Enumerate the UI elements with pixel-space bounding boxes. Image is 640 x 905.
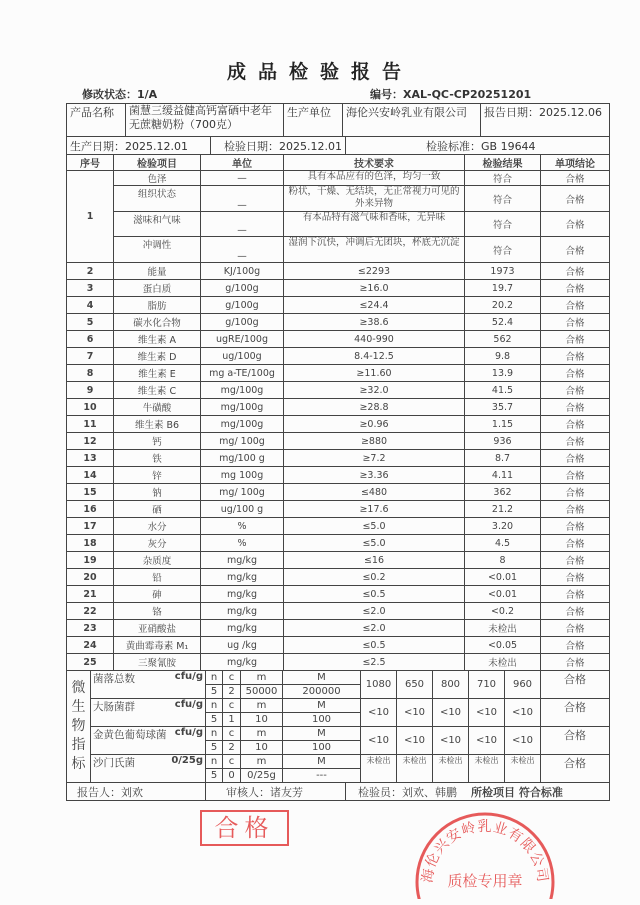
micro-result: 650 xyxy=(397,671,433,699)
item-req: ≤2.0 xyxy=(284,620,465,637)
item-verdict: 合格 xyxy=(541,416,610,433)
micro-verdict: 合格 xyxy=(541,671,610,699)
table-row xyxy=(67,586,610,603)
table-row xyxy=(67,433,610,450)
item-unit: mg/kg xyxy=(201,620,284,637)
micro-result: <10 xyxy=(505,699,541,727)
item-unit: ug/100g xyxy=(201,348,284,365)
plan-header: n xyxy=(206,755,223,769)
row-number: 7 xyxy=(67,348,114,365)
item-name: 三聚氰胺 xyxy=(114,654,201,671)
reporter: 报告人：刘欢 xyxy=(67,783,206,801)
micro-section-label: 微生物指标 xyxy=(67,671,91,783)
item-verdict: 合格 xyxy=(541,399,610,416)
micro-item-unit: 0/25g xyxy=(171,755,203,766)
item-unit: g/100g xyxy=(201,280,284,297)
item-verdict: 合格 xyxy=(541,518,610,535)
item-name: 维生素 D xyxy=(114,348,201,365)
sensory-row xyxy=(67,237,610,263)
micro-result: <10 xyxy=(361,727,397,755)
row-number: 15 xyxy=(67,484,114,501)
maker-label: 生产单位 xyxy=(284,104,343,137)
item-name: 铁 xyxy=(114,450,201,467)
item-unit: mg/100 g xyxy=(201,450,284,467)
micro-item-label: 沙门氏菌 xyxy=(93,757,135,769)
item-verdict: 合格 xyxy=(541,484,610,501)
micro-item-label: 金黄色葡萄球菌 xyxy=(93,729,167,741)
item-req: ≤16 xyxy=(284,552,465,569)
item-result: 符合 xyxy=(465,171,541,186)
item-req: ≥28.8 xyxy=(284,399,465,416)
item-req: 8.4-12.5 xyxy=(284,348,465,365)
item-name: 能量 xyxy=(114,263,201,280)
sensory-row xyxy=(67,212,610,237)
item-req: ≥32.0 xyxy=(284,382,465,399)
production-date: 生产日期：2025.12.01 xyxy=(67,137,211,155)
item-unit: ug /kg xyxy=(201,637,284,654)
microbiology-table xyxy=(66,670,610,783)
item-unit: mg/ 100g xyxy=(201,484,284,501)
item-name: 杂质度 xyxy=(114,552,201,569)
table-row xyxy=(67,569,610,586)
plan-header: M xyxy=(283,727,361,741)
micro-result: 1080 xyxy=(361,671,397,699)
product-name: 菌慧三缓益健高钙富硒中老年无蔗糖奶粉（700克） xyxy=(126,104,284,137)
table-header-row xyxy=(67,155,610,171)
report-title: 成品检验报告 xyxy=(226,61,413,83)
item-unit: ug/100 g xyxy=(201,501,284,518)
date-info-table xyxy=(66,136,610,155)
item-unit: — xyxy=(201,171,284,186)
item-unit: — xyxy=(201,237,284,263)
item-req: ≥3.36 xyxy=(284,467,465,484)
row-number: 2 xyxy=(67,263,114,280)
plan-header: n xyxy=(206,699,223,713)
table-row xyxy=(67,280,610,297)
item-unit: mg/kg xyxy=(201,603,284,620)
item-verdict: 合格 xyxy=(541,569,610,586)
overall-conclusion: 所检项目 符合标准 xyxy=(471,785,563,799)
item-unit: g/100g xyxy=(201,314,284,331)
table-row xyxy=(67,365,610,382)
item-req: ≥880 xyxy=(284,433,465,450)
seal-arc-text: 海伦兴安岭乳业有限公司 xyxy=(419,819,551,884)
item-verdict: 合格 xyxy=(541,467,610,484)
maker-name: 海伦兴安岭乳业有限公司 xyxy=(343,104,481,137)
item-verdict: 合格 xyxy=(541,365,610,382)
item-name: 灰分 xyxy=(114,535,201,552)
row-number: 23 xyxy=(67,620,114,637)
item-unit: ugRE/100g xyxy=(201,331,284,348)
item-req: ≤2.5 xyxy=(284,654,465,671)
item-result: 35.7 xyxy=(465,399,541,416)
row-number: 10 xyxy=(67,399,114,416)
item-result: <0.01 xyxy=(465,586,541,603)
row-number: 4 xyxy=(67,297,114,314)
column-header: 单项结论 xyxy=(541,155,610,171)
item-requirement: 湿润下沉快，冲调后无团块，杯底无沉淀 xyxy=(284,237,465,263)
item-verdict: 合格 xyxy=(541,348,610,365)
item-result: <0.01 xyxy=(465,569,541,586)
micro-row xyxy=(67,755,610,769)
item-result: 符合 xyxy=(465,186,541,212)
item-result: 未检出 xyxy=(465,654,541,671)
table-row xyxy=(67,399,610,416)
item-name: 脂肪 xyxy=(114,297,201,314)
item-verdict: 合格 xyxy=(541,450,610,467)
plan-value: 50000 xyxy=(241,685,283,699)
item-requirement: 具有本品应有的色泽，均匀一致 xyxy=(284,171,465,186)
sensory-row xyxy=(67,171,610,186)
item-verdict: 合格 xyxy=(541,501,610,518)
item-req: ≥16.0 xyxy=(284,280,465,297)
item-unit: — xyxy=(201,212,284,237)
item-verdict: 合格 xyxy=(541,603,610,620)
micro-row xyxy=(67,727,610,741)
plan-header: c xyxy=(223,755,241,769)
item-req: ≤0.2 xyxy=(284,569,465,586)
product-label: 产品名称 xyxy=(67,104,126,137)
item-verdict: 合格 xyxy=(541,331,610,348)
micro-result: 710 xyxy=(469,671,505,699)
plan-header: M xyxy=(283,671,361,685)
micro-result: 800 xyxy=(433,671,469,699)
item-verdict: 合格 xyxy=(541,620,610,637)
row-number: 5 xyxy=(67,314,114,331)
item-req: ≤0.5 xyxy=(284,586,465,603)
item-result: 符合 xyxy=(465,212,541,237)
item-req: ≥17.6 xyxy=(284,501,465,518)
quality-seal-stamp xyxy=(410,804,560,899)
plan-value: 0 xyxy=(223,769,241,783)
micro-item-label: 菌落总数 xyxy=(93,673,135,685)
product-info-table xyxy=(66,103,610,137)
plan-value: 100 xyxy=(283,713,361,727)
inspector: 检验员：刘欢、韩鹏 xyxy=(358,785,457,799)
item-req: ≥0.96 xyxy=(284,416,465,433)
table-row xyxy=(67,518,610,535)
row-number: 9 xyxy=(67,382,114,399)
item-verdict: 合格 xyxy=(541,535,610,552)
row-number: 13 xyxy=(67,450,114,467)
micro-item-name xyxy=(91,727,206,755)
item-unit: mg 100g xyxy=(201,467,284,484)
item-req: ≥38.6 xyxy=(284,314,465,331)
table-row xyxy=(67,297,610,314)
item-result: 20.2 xyxy=(465,297,541,314)
item-verdict: 合格 xyxy=(541,654,610,671)
micro-result: <10 xyxy=(397,727,433,755)
item-verdict: 合格 xyxy=(541,637,610,654)
item-verdict: 合格 xyxy=(541,263,610,280)
item-req: ≤5.0 xyxy=(284,518,465,535)
item-verdict: 合格 xyxy=(541,433,610,450)
table-row xyxy=(67,620,610,637)
plan-value: 2 xyxy=(223,741,241,755)
item-result: 41.5 xyxy=(465,382,541,399)
item-verdict: 合格 xyxy=(541,212,610,237)
item-result: 4.5 xyxy=(465,535,541,552)
inspection-standard: 检验标准：GB 19644 xyxy=(346,137,610,155)
micro-item-unit: cfu/g xyxy=(174,727,203,738)
micro-result: 未检出 xyxy=(361,755,397,783)
item-req: ≤2.0 xyxy=(284,603,465,620)
plan-header: m xyxy=(241,699,283,713)
revision-status: 修改状态：1/A xyxy=(82,88,158,101)
row-number: 25 xyxy=(67,654,114,671)
item-verdict: 合格 xyxy=(541,586,610,603)
plan-value: --- xyxy=(283,769,361,783)
item-result: 1973 xyxy=(465,263,541,280)
table-row xyxy=(67,603,610,620)
column-header: 技术要求 xyxy=(284,155,465,171)
micro-result: <10 xyxy=(433,699,469,727)
item-result: 未检出 xyxy=(465,620,541,637)
table-row xyxy=(67,382,610,399)
item-name: 铅 xyxy=(114,569,201,586)
row-number: 12 xyxy=(67,433,114,450)
column-header: 检验项目 xyxy=(114,155,201,171)
item-result: 19.7 xyxy=(465,280,541,297)
plan-value: 5 xyxy=(206,741,223,755)
item-unit: g/100g xyxy=(201,297,284,314)
item-name: 碳水化合物 xyxy=(114,314,201,331)
item-result: <0.2 xyxy=(465,603,541,620)
item-result: 13.9 xyxy=(465,365,541,382)
item-name: 维生素 B6 xyxy=(114,416,201,433)
item-req: 440-990 xyxy=(284,331,465,348)
row-number: 3 xyxy=(67,280,114,297)
item-verdict: 合格 xyxy=(541,280,610,297)
item-name: 水分 xyxy=(114,518,201,535)
row-number: 11 xyxy=(67,416,114,433)
table-row xyxy=(67,314,610,331)
item-name: 冲调性 xyxy=(114,237,201,263)
plan-header: n xyxy=(206,671,223,685)
table-row xyxy=(67,263,610,280)
item-name: 维生素 A xyxy=(114,331,201,348)
item-name: 锌 xyxy=(114,467,201,484)
micro-row xyxy=(67,699,610,713)
plan-value: 0/25g xyxy=(241,769,283,783)
micro-result: 未检出 xyxy=(505,755,541,783)
item-name: 砷 xyxy=(114,586,201,603)
item-verdict: 合格 xyxy=(541,297,610,314)
table-row xyxy=(67,484,610,501)
table-row xyxy=(67,654,610,671)
item-result: 362 xyxy=(465,484,541,501)
item-req: ≤5.0 xyxy=(284,535,465,552)
row-number: 21 xyxy=(67,586,114,603)
micro-result: <10 xyxy=(505,727,541,755)
row-number: 20 xyxy=(67,569,114,586)
table-row xyxy=(67,450,610,467)
column-header: 单位 xyxy=(201,155,284,171)
item-name: 维生素 C xyxy=(114,382,201,399)
table-row xyxy=(67,348,610,365)
item-result: 符合 xyxy=(465,237,541,263)
item-req: ≤24.4 xyxy=(284,297,465,314)
item-unit: mg/100g xyxy=(201,416,284,433)
micro-result: <10 xyxy=(469,699,505,727)
column-header: 检验结果 xyxy=(465,155,541,171)
item-unit: mg/100g xyxy=(201,382,284,399)
micro-result: <10 xyxy=(397,699,433,727)
plan-value: 5 xyxy=(206,685,223,699)
item-result: 52.4 xyxy=(465,314,541,331)
item-unit: mg/kg xyxy=(201,654,284,671)
item-unit: KJ/100g xyxy=(201,263,284,280)
item-verdict: 合格 xyxy=(541,237,610,263)
item-requirement: 粉状，干燥、无结块，无正常视力可见的外来异物 xyxy=(284,186,465,212)
plan-value: 5 xyxy=(206,769,223,783)
plan-header: m xyxy=(241,727,283,741)
micro-result: 未检出 xyxy=(397,755,433,783)
item-result: 9.8 xyxy=(465,348,541,365)
item-req: ≤480 xyxy=(284,484,465,501)
item-unit: mg/100g xyxy=(201,399,284,416)
row-number: 22 xyxy=(67,603,114,620)
plan-header: m xyxy=(241,755,283,769)
item-name: 铬 xyxy=(114,603,201,620)
micro-result: <10 xyxy=(469,727,505,755)
item-name: 亚硝酸盐 xyxy=(114,620,201,637)
item-result: 8 xyxy=(465,552,541,569)
item-unit: — xyxy=(201,186,284,212)
item-unit: mg a-TE/100g xyxy=(201,365,284,382)
micro-item-label: 大肠菌群 xyxy=(93,701,135,713)
document-number: 编号：XAL-QC-CP20251201 xyxy=(370,88,532,101)
item-result: 21.2 xyxy=(465,501,541,518)
micro-item-unit: cfu/g xyxy=(174,671,203,682)
signature-table xyxy=(66,782,610,801)
item-name: 钙 xyxy=(114,433,201,450)
inspection-date: 检验日期：2025.12.01 xyxy=(211,137,346,155)
item-req: ≤0.5 xyxy=(284,637,465,654)
row-number: 19 xyxy=(67,552,114,569)
plan-value: 100 xyxy=(283,741,361,755)
table-row xyxy=(67,501,610,518)
item-unit: mg/kg xyxy=(201,569,284,586)
plan-value: 5 xyxy=(206,713,223,727)
reviewer: 审核人：诸友芳 xyxy=(206,783,346,801)
table-row xyxy=(67,467,610,484)
item-unit: mg/ 100g xyxy=(201,433,284,450)
item-req: ≥11.60 xyxy=(284,365,465,382)
row-number: 17 xyxy=(67,518,114,535)
table-row xyxy=(67,416,610,433)
item-result: 1.15 xyxy=(465,416,541,433)
plan-value: 2 xyxy=(223,685,241,699)
micro-result: 未检出 xyxy=(469,755,505,783)
item-verdict: 合格 xyxy=(541,552,610,569)
table-row xyxy=(67,331,610,348)
row-number: 24 xyxy=(67,637,114,654)
item-unit: % xyxy=(201,518,284,535)
item-verdict: 合格 xyxy=(541,314,610,331)
micro-row xyxy=(67,671,610,685)
item-result: 4.11 xyxy=(465,467,541,484)
micro-item-unit: cfu/g xyxy=(174,699,203,710)
item-result: 936 xyxy=(465,433,541,450)
micro-result: 960 xyxy=(505,671,541,699)
plan-value: 1 xyxy=(223,713,241,727)
seal-center-text: 质检专用章 xyxy=(447,872,523,890)
item-name: 滋味和气味 xyxy=(114,212,201,237)
plan-header: M xyxy=(283,755,361,769)
report-date: 报告日期：2025.12.06 xyxy=(481,104,610,137)
plan-header: m xyxy=(241,671,283,685)
row-number: 16 xyxy=(67,501,114,518)
item-name: 色泽 xyxy=(114,171,201,186)
item-req: ≤2293 xyxy=(284,263,465,280)
plan-header: c xyxy=(223,699,241,713)
item-requirement: 有本品特有滋气味和香味，无异味 xyxy=(284,212,465,237)
plan-header: M xyxy=(283,699,361,713)
micro-verdict: 合格 xyxy=(541,727,610,755)
item-req: ≥7.2 xyxy=(284,450,465,467)
item-result: 3.20 xyxy=(465,518,541,535)
plan-header: c xyxy=(223,671,241,685)
micro-result: <10 xyxy=(361,699,397,727)
row-number: 1 xyxy=(67,171,114,263)
item-name: 牛磺酸 xyxy=(114,399,201,416)
plan-header: n xyxy=(206,727,223,741)
table-row xyxy=(67,535,610,552)
micro-verdict: 合格 xyxy=(541,755,610,783)
micro-item-name xyxy=(91,699,206,727)
item-name: 蛋白质 xyxy=(114,280,201,297)
item-unit: mg/kg xyxy=(201,586,284,603)
item-result: 562 xyxy=(465,331,541,348)
table-row xyxy=(67,552,610,569)
sensory-row xyxy=(67,186,610,212)
inspection-results-table xyxy=(66,154,610,671)
micro-result: <10 xyxy=(433,727,469,755)
plan-header: c xyxy=(223,727,241,741)
item-verdict: 合格 xyxy=(541,382,610,399)
micro-item-name xyxy=(91,671,206,699)
item-unit: % xyxy=(201,535,284,552)
plan-value: 200000 xyxy=(283,685,361,699)
table-row xyxy=(67,637,610,654)
item-name: 硒 xyxy=(114,501,201,518)
column-header: 序号 xyxy=(67,155,114,171)
item-verdict: 合格 xyxy=(541,171,610,186)
plan-value: 10 xyxy=(241,713,283,727)
item-name: 钠 xyxy=(114,484,201,501)
item-name: 维生素 E xyxy=(114,365,201,382)
item-result: <0.05 xyxy=(465,637,541,654)
item-name: 组织状态 xyxy=(114,186,201,212)
row-number: 8 xyxy=(67,365,114,382)
item-name: 黄曲霉毒素 M₁ xyxy=(114,637,201,654)
item-unit: mg/kg xyxy=(201,552,284,569)
micro-item-name xyxy=(91,755,206,783)
micro-verdict: 合格 xyxy=(541,699,610,727)
row-number: 14 xyxy=(67,467,114,484)
row-number: 18 xyxy=(67,535,114,552)
item-result: 8.7 xyxy=(465,450,541,467)
row-number: 6 xyxy=(67,331,114,348)
micro-result: 未检出 xyxy=(433,755,469,783)
pass-stamp: 合格 xyxy=(200,810,289,846)
item-verdict: 合格 xyxy=(541,186,610,212)
plan-value: 10 xyxy=(241,741,283,755)
